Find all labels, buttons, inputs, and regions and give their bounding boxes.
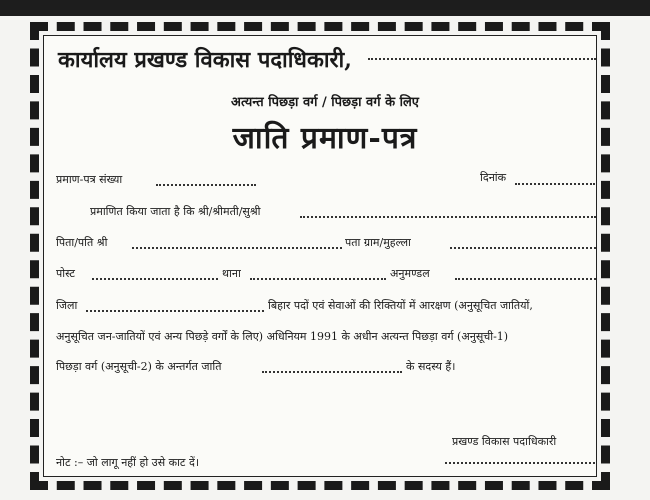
office-blank-line (368, 58, 596, 60)
caste-line (262, 371, 402, 373)
subdivision-label: अनुमण्डल (390, 267, 430, 280)
scan-top-edge (0, 0, 650, 16)
post-label: पोस्ट (56, 267, 75, 280)
subdivision-line (455, 278, 596, 280)
certificate-number-label: प्रमाण-पत्र संख्या (56, 173, 123, 186)
district-line (86, 310, 264, 312)
father-husband-line (132, 247, 342, 249)
body-line-2: अनुसूचित जन-जातियों एवं अन्य पिछड़े वर्गों के लिए) अधिनियम 1991 के अधीन अत्यन्त पिछड़ा वर्ग (अनुसूची-1) (56, 330, 509, 343)
address-label: पता ग्राम/मुहल्ला (345, 236, 411, 249)
district-label: जिला (56, 299, 78, 312)
note-text: नोट :– जो लागू नहीं हो उसे काट दें। (56, 456, 199, 469)
police-station-label: थाना (222, 267, 241, 280)
name-line (300, 216, 596, 218)
date-label: दिनांक (480, 171, 507, 184)
certificate-title: जाति प्रमाण-पत्र (232, 121, 418, 156)
signatory-label: प्रखण्ड विकास पदाधिकारी (452, 435, 557, 448)
body-line-3-prefix: पिछड़ा वर्ग (अनुसूची-2) के अन्तर्गत जाति (56, 360, 222, 373)
subtitle: अत्यन्त पिछड़ा वर्ग / पिछड़ा वर्ग के लिए (231, 95, 419, 110)
date-line (515, 183, 595, 185)
address-line (450, 247, 596, 249)
certified-that-label: प्रमाणित किया जाता है कि श्री/श्रीमती/सुश्री (90, 205, 261, 218)
father-husband-label: पिता/पति श्री (56, 236, 108, 249)
signature-line (445, 462, 595, 464)
body-line-1: बिहार पदों एवं सेवाओं की रिक्तियों में आरक्षण (अनुसूचित जातियों, (268, 299, 533, 312)
police-station-line (250, 278, 386, 280)
office-title: कार्यालय प्रखण्ड विकास पदाधिकारी, (58, 47, 352, 73)
body-line-3-suffix: के सदस्य हैं। (406, 360, 456, 373)
certificate-number-line (156, 184, 256, 186)
post-line (92, 278, 218, 280)
